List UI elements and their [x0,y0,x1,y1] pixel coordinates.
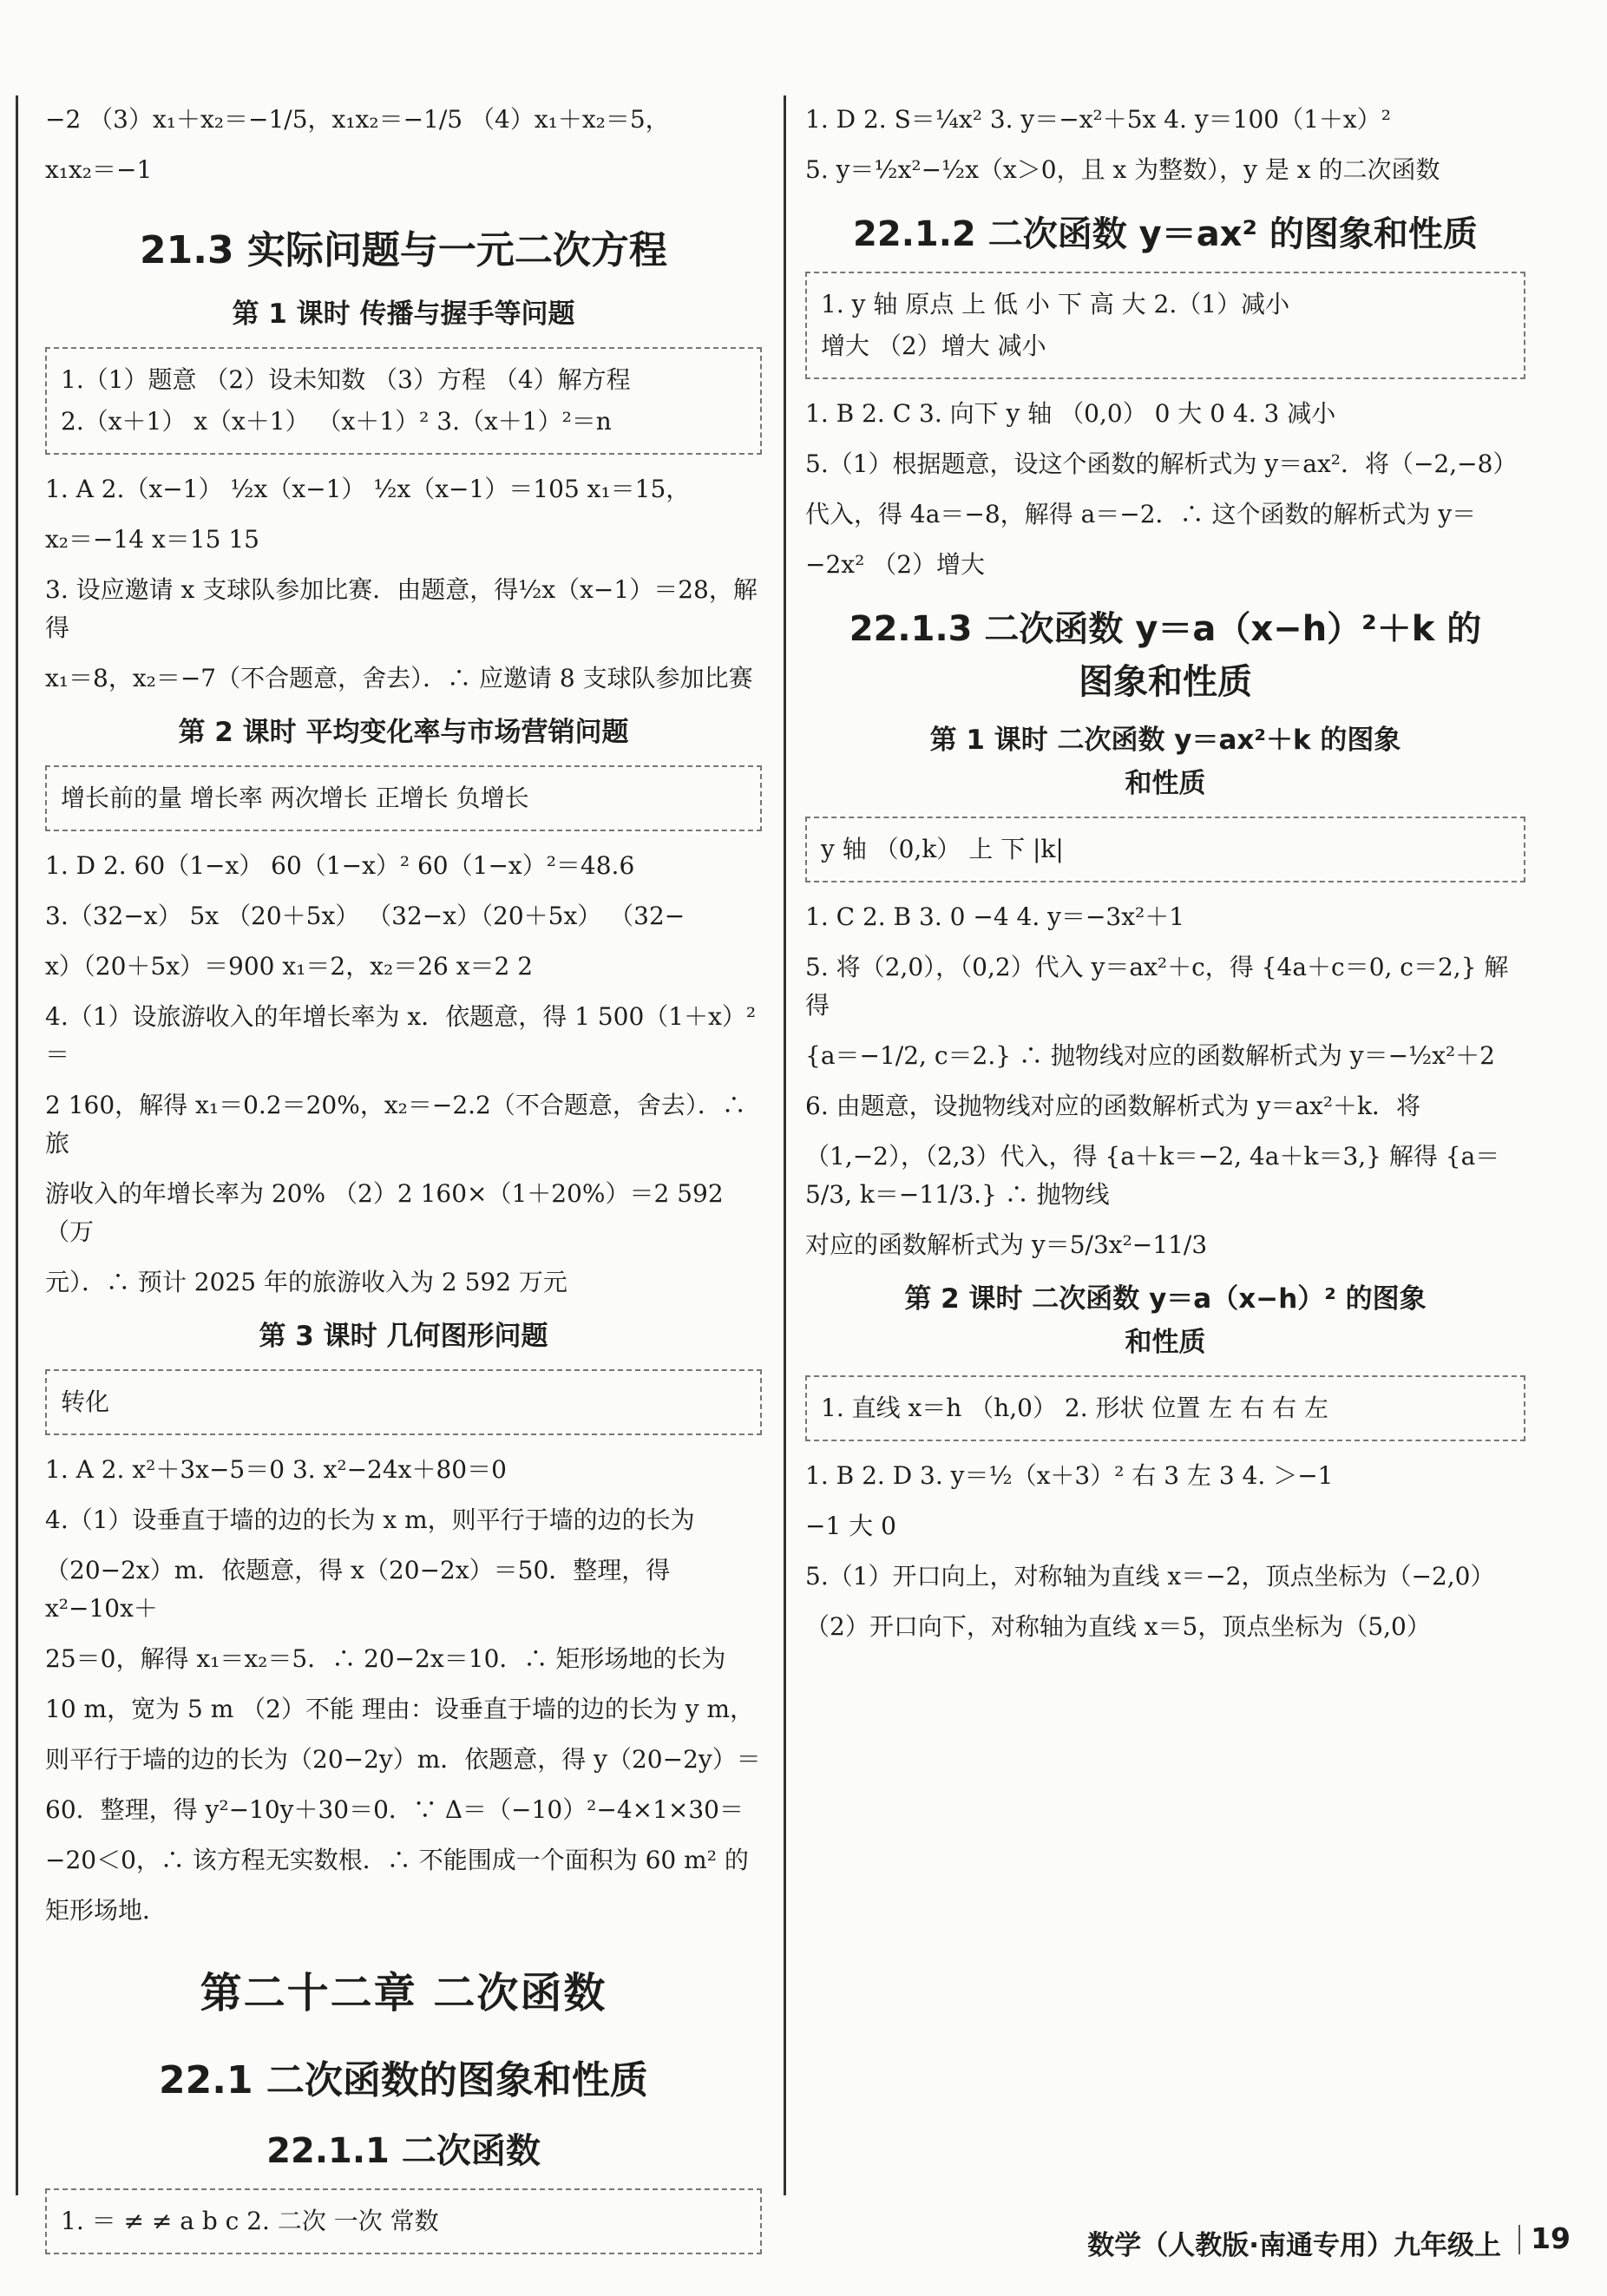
section-heading-22-1: 22.1 二次函数的图象和性质 [159,2058,648,2102]
box-line: 增长前的量 增长率 两次增长 正增长 负增长 [61,784,529,812]
answer-line: 3. 设应邀请 x 支球队参加比赛．由题意，得½x（x−1）＝28，解得 [45,575,758,642]
answer-line: 6. 由题意，设抛物线对应的函数解析式为 y＝ax²＋k．将 [805,1092,1421,1120]
answer-line: 4.（1）设旅游收入的年增长率为 x．依题意，得 1 500（1＋x）²＝ [45,1002,757,1069]
key-points-box [45,2188,762,2254]
key-points-box [805,1375,1525,1441]
lesson-title-cont: 和性质 [1125,1327,1206,1358]
answer-line: −1 大 0 [805,1512,896,1540]
page-number: 19 [1531,2221,1571,2255]
subsection-heading-22-1-1: 22.1.1 二次函数 [266,2131,541,2171]
answer-line: x₁＝8，x₂＝−7（不合题意，舍去）．∴ 应邀请 8 支球队参加比赛 [45,664,753,692]
box-line: y 轴 （0,k） 上 下 |k| [821,835,1064,863]
box-line: 转化 [61,1387,110,1416]
answer-line: 代入，得 4a＝−8，解得 a＝−2．∴ 这个函数的解析式为 y＝ [805,500,1477,528]
answer-line: 游收入的年增长率为 20% （2）2 160×（1＋20%）＝2 592（万 [45,1179,724,1246]
answer-line: （2）开口向下，对称轴为直线 x＝5，顶点坐标为（5,0） [805,1612,1431,1641]
box-line: 增大 （2）增大 减小 [821,331,1046,360]
key-points-box [805,817,1525,882]
footer-divider [1518,2225,1520,2254]
answer-line: −2 （3）x₁＋x₂＝−1/5，x₁x₂＝−1/5 （4）x₁＋x₂＝5， [45,105,670,134]
answer-line: 25＝0，解得 x₁＝x₂＝5．∴ 20−2x＝10．∴ 矩形场地的长为 [45,1644,726,1673]
answer-line: x₂＝−14 x＝15 15 [45,525,259,554]
lesson-title: 第 3 课时 几何图形问题 [259,1321,548,1352]
subsection-heading-22-1-2: 22.1.2 二次函数 y＝ax² 的图象和性质 [853,214,1478,254]
answer-line: 5. 将（2,0），（0,2）代入 y＝ax²＋c，得 {4a＋c＝0, c＝2,} 解得 [805,953,1509,1020]
answer-line: {a＝−1/2, c＝2.} ∴ 抛物线对应的函数解析式为 y＝−½x²＋2 [805,1041,1495,1070]
answer-line: 1. D 2. S＝¼x² 3. y＝−x²＋5x 4. y＝100（1＋x）² [805,105,1391,134]
answer-line: 5.（1）根据题意，设这个函数的解析式为 y＝ax²．将（−2,−8） [805,449,1518,478]
right-column [805,95,1525,1658]
column-divider [784,95,786,2195]
answer-line: 3.（32−x） 5x （20＋5x） （32−x）（20＋5x） （32− [45,902,685,930]
answer-line: −2x² （2）增大 [805,550,986,579]
box-line: 2.（x＋1） x（x＋1） （x＋1）² 3.（x＋1）²＝n [61,407,612,436]
subsection-heading-22-1-3-cont: 图象和性质 [1079,662,1252,702]
lesson-title-cont: 和性质 [1125,768,1206,799]
answer-line: （1,−2），（2,3）代入，得 {a＋k＝−2, 4a＋k＝3,} 解得 {a＝5/3, k＝−11/3.} ∴ 抛物线 [805,1142,1500,1209]
key-points-box [45,1369,762,1435]
answer-line: 1. D 2. 60（1−x） 60（1−x）² 60（1−x）²＝48.6 [45,851,635,880]
answer-line: x）（20＋5x）＝900 x₁＝2，x₂＝26 x＝2 2 [45,952,534,981]
lesson-title: 第 2 课时 二次函数 y＝a（x−h）² 的图象 [904,1283,1427,1315]
answer-line: 1. A 2. x²＋3x−5＝0 3. x²−24x＋80＝0 [45,1455,507,1484]
subsection-heading-22-1-3: 22.1.3 二次函数 y＝a（x−h）²＋k 的 [849,609,1482,649]
lesson-title: 第 1 课时 传播与握手等问题 [232,298,575,330]
answer-line: 5.（1）开口向上，对称轴为直线 x＝−2，顶点坐标为（−2,0） [805,1562,1495,1591]
box-line: 1. 直线 x＝h （h,0） 2. 形状 位置 左 右 右 左 [821,1394,1329,1422]
answer-line: 60．整理，得 y²−10y＋30＝0．∵ Δ＝（−10）²−4×1×30＝ [45,1795,744,1824]
answer-line: 1. C 2. B 3. 0 −4 4. y＝−3x²＋1 [805,902,1185,931]
left-column [45,95,762,2270]
book-title: 数学（人教版·南通专用）九年级上 [1087,2230,1501,2261]
answer-line: −20＜0，∴ 该方程无实数根．∴ 不能围成一个面积为 60 m² 的 [45,1846,749,1874]
answer-line: （20−2x）m．依题意，得 x（20−2x）＝50．整理，得 x²−10x＋ [45,1556,671,1623]
left-margin-rule [16,95,18,2195]
box-line: 1. y 轴 原点 上 低 小 下 高 大 2.（1）减小 [821,290,1290,318]
lesson-title: 第 1 课时 二次函数 y＝ax²＋k 的图象 [929,725,1401,756]
key-points-box [45,347,762,455]
box-line: 1.（1）题意 （2）设未知数 （3）方程 （4）解方程 [61,365,631,394]
answer-line: 10 m，宽为 5 m （2）不能 理由：设垂直于墙的边的长为 y m， [45,1695,755,1723]
answer-line: 2 160，解得 x₁＝0.2＝20%，x₂＝−2.2（不合题意，舍去）．∴ 旅 [45,1091,746,1158]
chapter-heading: 第二十二章 二次函数 [200,1969,607,2017]
key-points-box [45,765,762,831]
answer-line: 5. y＝½x²−½x（x＞0，且 x 为整数），y 是 x 的二次函数 [805,155,1440,184]
answer-line: 4.（1）设垂直于墙的边的长为 x m，则平行于墙的边的长为 [45,1506,695,1534]
box-line: 1. ＝ ≠ ≠ a b c 2. 二次 一次 常数 [61,2207,439,2235]
page-footer [937,2220,1571,2263]
key-points-box [805,272,1525,379]
answer-line: 元）．∴ 预计 2025 年的旅游收入为 2 592 万元 [45,1268,567,1296]
answer-line: 1. B 2. C 3. 向下 y 轴 （0,0） 0 大 0 4. 3 减小 [805,399,1336,428]
answer-line: 对应的函数解析式为 y＝5/3x²−11/3 [805,1230,1208,1259]
section-heading-21-3: 21.3 实际问题与一元二次方程 [140,228,667,272]
answer-line: 1. B 2. D 3. y＝½（x＋3）² 右 3 左 3 4. ＞−1 [805,1461,1334,1490]
answer-line: 1. A 2.（x−1） ½x（x−1） ½x（x−1）＝105 x₁＝15， [45,475,691,503]
answer-line: 则平行于墙的边的长为（20−2y）m．依题意，得 y（20−2y）＝ [45,1745,761,1774]
lesson-title: 第 2 课时 平均变化率与市场营销问题 [178,717,629,748]
answer-line: 矩形场地． [45,1896,167,1925]
answer-line: x₁x₂＝−1 [45,155,153,184]
